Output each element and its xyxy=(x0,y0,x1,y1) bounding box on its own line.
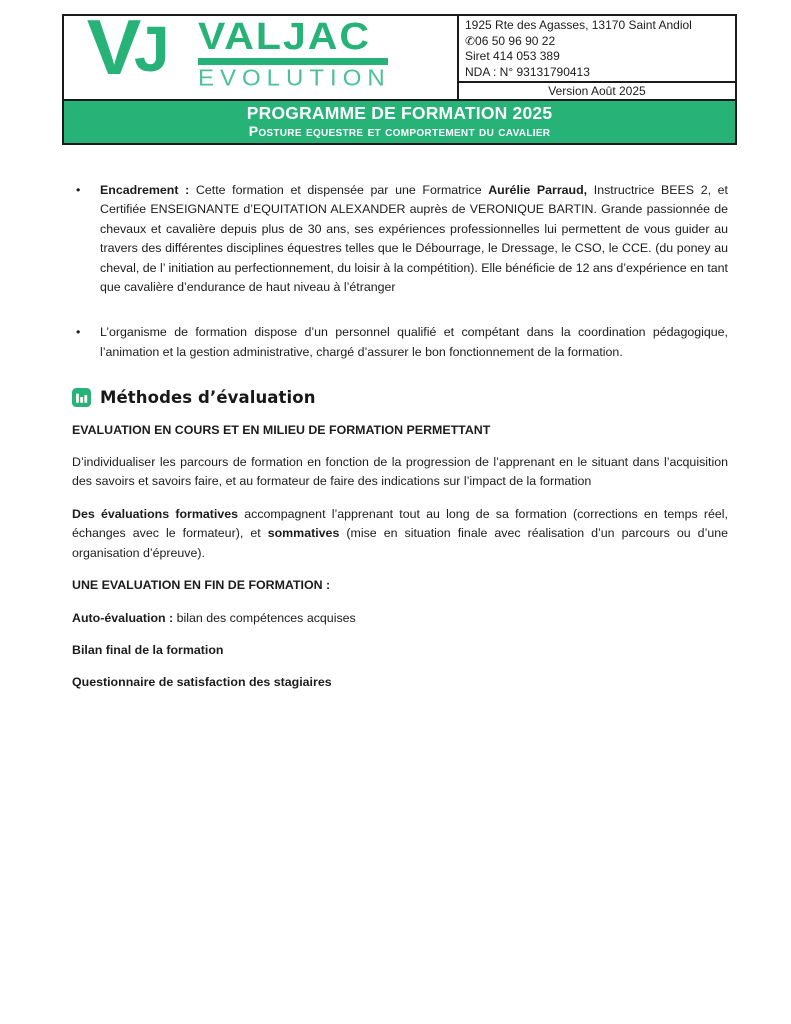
text-segment: Aurélie Parraud, xyxy=(488,183,588,197)
para-questionnaire xyxy=(72,673,728,692)
monogram-v: V xyxy=(86,16,138,90)
text-segment: EVALUATION EN COURS ET EN MILIEU DE FORMATION PERMETTANT xyxy=(72,422,491,437)
logo-cell xyxy=(64,16,457,90)
program-banner xyxy=(62,101,737,145)
text-segment: UNE EVALUATION EN FIN DE FORMATION : xyxy=(72,578,331,593)
text-segment: Des évaluations formatives xyxy=(72,506,239,521)
text-segment: Encadrement : xyxy=(100,183,196,197)
brand-name: VALJAC xyxy=(198,16,371,57)
bullet-organisme-text xyxy=(100,325,728,358)
nda-line: NDA : N° 93131790413 xyxy=(465,64,590,79)
text-segment: Instructrice BEES 2, et Certifiée ENSEIGNANTE d’EQUITATION ALEXANDER auprès de VERONIQUE BARTIN. Grande passionnée de chevaux et cavalière depuis plus de 30 ans, ses expériences professionnelles lui permettent de vous guider au travers des différentes disciplines équestres telles que le Débourrage, le Dressage, le CSO, le CCE. (du poney au cheval, de l’ initiation au perfectionnement, du loisir à la compétition). Elle bénéficie de 12 ans d’expérience en tant que cavalière d’endurance de haut niveau à l’étranger xyxy=(100,183,728,295)
text-segment: Auto-évaluation : xyxy=(72,610,177,625)
bullet-marker: • xyxy=(76,325,81,340)
text-segment: Cette formation et dispensée par une Formatrice xyxy=(195,183,489,197)
phone-line: ✆06 50 96 90 22 xyxy=(465,33,556,48)
version-row: Version Août 2025 xyxy=(459,81,735,99)
contact-cell xyxy=(457,16,735,99)
text-segment: L’organisme de formation dispose d’un personnel qualifié et compétant dans la coordination pédagogique, l’animation et la gestion administrative, chargé d’assurer le bon fonctionnement de la formation. xyxy=(100,325,728,359)
bullet-encadrement xyxy=(72,181,728,297)
text-segment: bilan des compétences acquises xyxy=(176,610,356,625)
text-segment: Questionnaire de satisfaction des stagiaires xyxy=(72,675,332,690)
section-title: Méthodes d’évaluation xyxy=(100,388,316,408)
text-segment: D’individualiser les parcours de formation en fonction de la progression de l’apprenant en le situant dans l’acquisition des savoirs et savoirs faire, et au formateur de faire des indications sur l’impact de la formation xyxy=(72,455,728,489)
valjac-monogram-logo xyxy=(88,16,184,90)
text-segment: sommatives xyxy=(267,526,340,541)
bullet-encadrement-text xyxy=(100,183,728,294)
monogram-j: J xyxy=(134,16,170,85)
intro-bullet-list xyxy=(72,181,728,362)
letterhead xyxy=(62,14,737,101)
para-fin-de-formation xyxy=(72,576,728,595)
address-line: 1925 Rte des Agasses, 13170 Saint Andiol xyxy=(465,18,692,32)
bullet-marker: • xyxy=(76,183,81,197)
bullet-organisme xyxy=(72,323,728,362)
para-individualiser xyxy=(72,453,728,492)
para-auto-evaluation xyxy=(72,609,728,628)
wordmark-underline xyxy=(198,58,388,65)
brand-subtitle: EVOLUTION xyxy=(198,65,391,90)
section-heading-methodes xyxy=(72,388,728,407)
text-segment: accompagnent l’apprenant tout au long de sa formation (corrections en temps réel, échanges avec le formateur), et xyxy=(72,506,728,541)
document-body xyxy=(72,181,728,693)
text-segment: (mise en situation finale avec réalisation d’un parcours ou d’une organisation d’épreuve). xyxy=(72,526,728,560)
program-subtitle: Posture equestre et comportement du cavalier xyxy=(248,123,551,139)
program-title: PROGRAMME DE FORMATION 2025 xyxy=(246,103,553,123)
para-bilan-final xyxy=(72,641,728,660)
contact-lines xyxy=(459,16,735,81)
valjac-wordmark xyxy=(198,16,391,90)
siret-line: Siret 414 053 389 xyxy=(465,49,560,63)
text-segment: Bilan final de la formation xyxy=(72,642,224,657)
para-evaluations-formatives xyxy=(72,505,728,563)
para-evaluation-en-cours xyxy=(72,421,728,440)
bar-chart-icon xyxy=(72,388,91,407)
